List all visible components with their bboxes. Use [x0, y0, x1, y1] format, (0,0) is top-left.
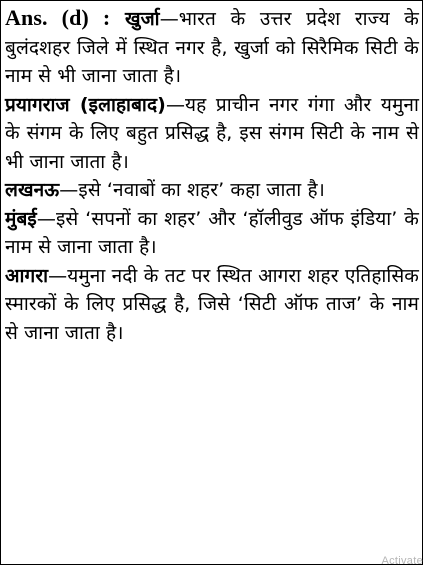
answer-label: Ans. (d) : [5, 5, 111, 30]
answer-content [5, 4, 419, 347]
text-lucknow: —इसे ‘नवाबों का शहर’ कहा जाता है। [59, 179, 325, 201]
text-khurja: —भारत के उत्तर प्रदेश राज्य के बुलंदशहर जिले में स्थित नगर है, खुर्जा को सिरैमिक सिटी के नाम से भी जाना जाता है। [5, 8, 419, 87]
term-agra: आगरा [5, 264, 49, 287]
entry-lucknow [5, 176, 419, 205]
term-prayagraj: प्रयागराज (इलाहाबाद) [5, 93, 166, 116]
text-mumbai: —इसे ‘सपनों का शहर’ और ‘हॉलीवुड ऑफ इंडिया’ के नाम से जाना जाता है। [5, 207, 419, 258]
term-lucknow: लखनऊ [5, 179, 60, 201]
text-agra: —यमुना नदी के तट पर स्थित आगरा शहर एतिहासिक स्मारकों के लिए प्रसिद्ध है, जिसे ‘सिटी ऑफ ताज’ के नाम से जाना जाता है। [5, 264, 419, 344]
entry-agra [5, 262, 419, 348]
entry-mumbai [5, 205, 419, 262]
entry-prayagraj [5, 91, 419, 177]
term-khurja: खुर्जा [124, 8, 160, 30]
entry-khurja [5, 4, 419, 91]
activate-watermark: Activate [381, 555, 423, 567]
text-prayagraj: —यह प्राचीन नगर गंगा और यमुना के संगम के लिए बहुत प्रसिद्ध है, इस संगम सिटी के नाम से भी जाना जाता है। [5, 93, 419, 173]
term-mumbai: मुंबई [5, 207, 37, 230]
